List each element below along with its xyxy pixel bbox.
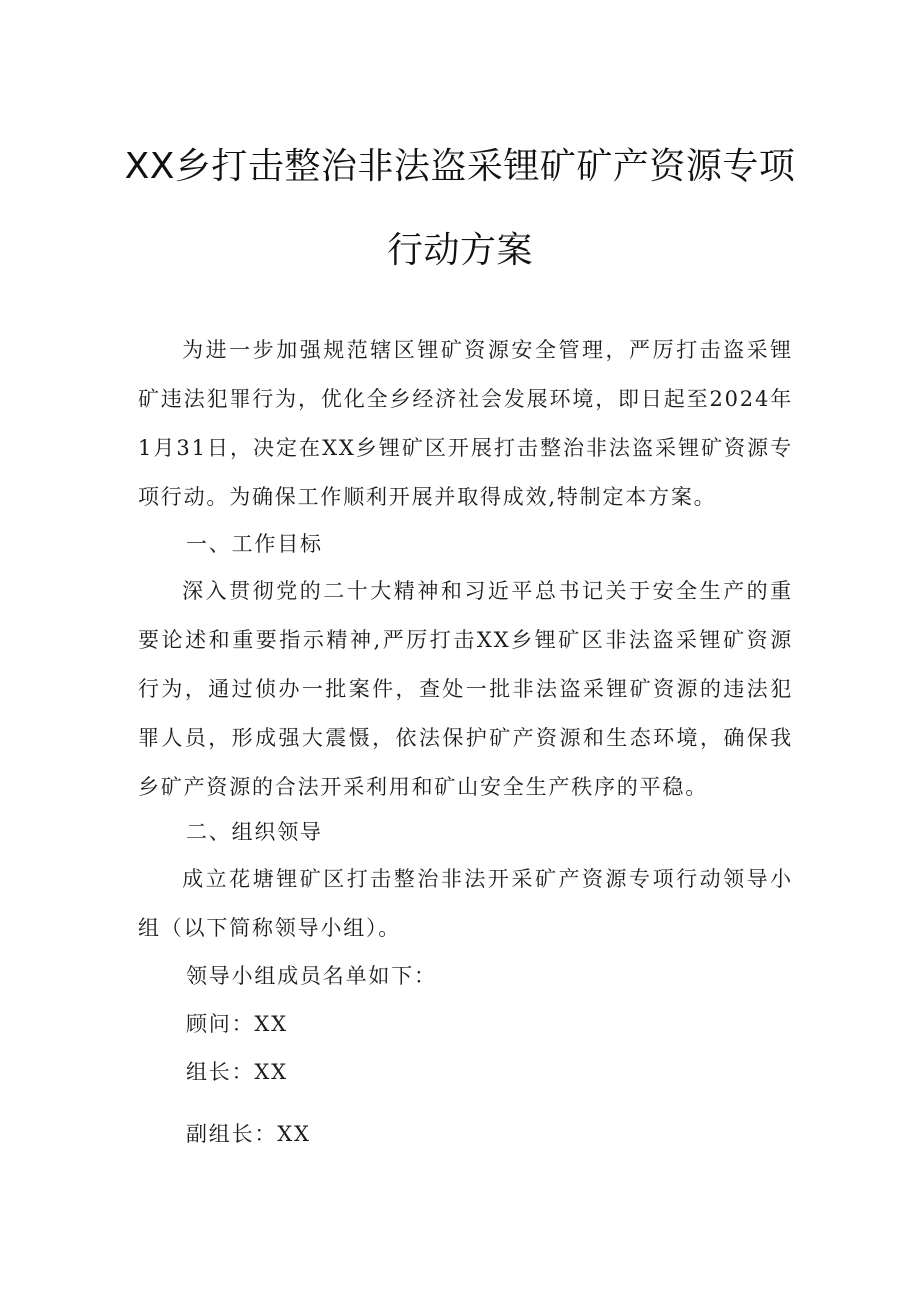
- intro-paragraph: 为进一步加强规范辖区锂矿资源安全管理，严厉打击盗采锂矿违法犯罪行为，优化全乡经济社会发展环境，即日起至2024年1月31日，决定在XX乡锂矿区开展打击整治非法盗采锂矿资源专项行动。为确保工作顺利开展并取得成效,特制定本方案。: [138, 338, 793, 509]
- document-title-line-2: 行动方案: [386, 230, 533, 271]
- section-1-body: 深入贯彻党的二十大精神和习近平总书记关于安全生产的重要论述和重要指示精神,严厉打击XX乡锂矿区非法盗采锂矿资源行为，通过侦办一批案件，查处一批非法盗采锂矿资源的违法犯罪人员，形成强大震慑，依法保护矿产资源和生态环境，确保我乡矿产资源的合法开采利用和矿山安全生产秩序的平稳。: [138, 579, 793, 799]
- section-1-heading: 一、工作目标: [186, 532, 323, 556]
- leader-line: 组长：XX: [186, 1060, 288, 1084]
- deputy-leader-line: 副组长：XX: [186, 1122, 311, 1146]
- members-intro: 领导小组成员名单如下：: [186, 964, 437, 988]
- section-2-heading: 二、组织领导: [186, 820, 323, 844]
- document-title-line-1: XX乡打击整治非法盗采锂矿矿产资源专项: [124, 146, 796, 187]
- section-2-body: 成立花塘锂矿区打击整治非法开采矿产资源专项行动领导小组（以下简称领导小组）。: [138, 867, 793, 940]
- advisor-line: 顾问：XX: [186, 1012, 288, 1036]
